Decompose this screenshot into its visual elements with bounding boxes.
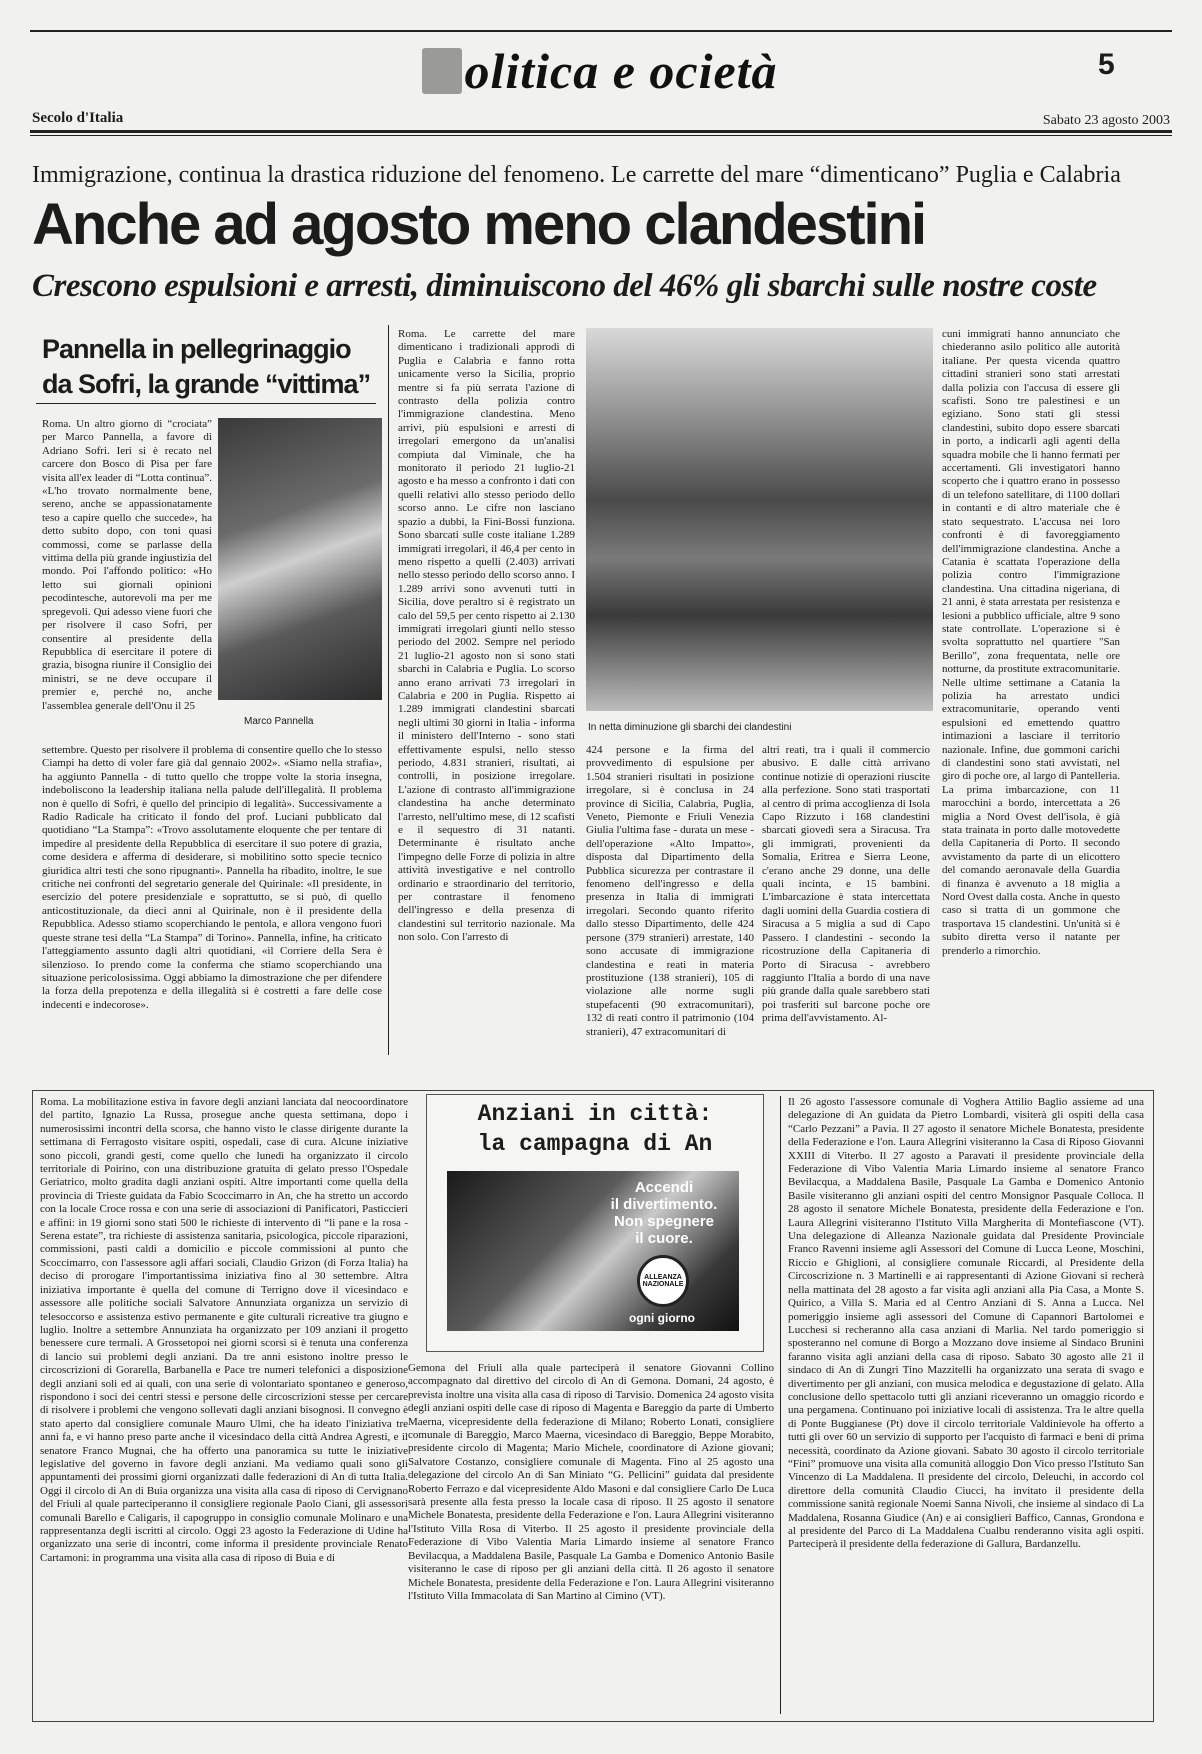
main-story-col3: altri reati, tra i quali il commercio abusivo. E dalle città arrivano continue notizie di operazioni riuscite alla perfezione. Sono stati trasportati al centro di prima accoglienza di Isola Capo Rizzuto i 168 clandestini sbarcati giovedì sera a Siracusa. Tra gli immigrati, provenienti da Somalia, Eritrea e Sierra Leone, c'erano anche 29 donne, una delle quali incinta, e 15 bambini. L'imbarcazione è stata intercettata dagli uomini della Guardia costiera di Siracusa a 5 miglia a sud di Capo Passero. I clandestini - secondo la ricostruzione della Capitaneria di Porto di Siracusa - avrebbero raggiunto l'Italia a bordo di una nave più grande dalla quale sarebbero stati poi trasferiti sul barcone poche ore prima dell'avvistamento. Al- bbox=[762, 744, 930, 1025]
ad-footer: ogni giorno bbox=[629, 1311, 695, 1325]
side-headline-line1: Pannella in pellegrinaggio bbox=[42, 334, 351, 364]
side-story-body-top: Roma. Un altro giorno di “crociata” per Marco Pannella, a favore di Adriano Sofri. Ieri si è recato nel carcere don Bosco di Pisa per fare visita all'ex leader di “Lotta continua”. «L'ho trovato normalmente bene, sereno, anche se appassionatamente teso a capire quello che succede», ha detto subito dopo, con toni quasi commossi, come se parlasse della vittima della più grande ingiustizia del mondo. Poi l'affondo politico: «Ho letto sui giornali opinioni pecodintesche, autorevoli ma per me spregevoli. Qui adesso viene fuori che per risolvere il caso Sofri, per consentire al presidente della Repubblica di esercitare il potere di grazia, bisogna riunire il Consiglio dei ministri, se ne deve occupare il premier e, perché no, anche l'assemblea generale dell'Onu il 25 bbox=[42, 418, 212, 712]
section-title-decor bbox=[422, 48, 462, 94]
issue-date: Sabato 23 agosto 2003 bbox=[1042, 113, 1170, 128]
appointments-center: Gemona del Friuli alla quale parteciperà il senatore Giovanni Collino accompagnato dal direttivo del circolo di An di Gemona. Domani, 24 agosto, è prevista inoltre una visita alla casa di riposo di Tarvisio. Domenica 24 agosto visita degli anziani ospiti delle case di riposo di Magenta e Bareggio da parte di Umberto Maerna, vicepresidente della federazione di Milano; Roberto Lonati, consigliere comunale di Bareggio, Marco Maerna, vicesindaco di Bareggio, Beppe Morabito, presidente circolo di Magenta; Mario Michele, coordinatore di Azione giovani; Salvatore Costanzo, consigliere comunale di Magenta. Fino al 25 agosto una delegazione del circolo An di San Miniato “G. Pellicini” guidata dal presidente Roberto Ferrazo e dal vicepresidente Aldo Masoni e dal consigliere Carlo De Luca sarà presente alla festa presso la locale casa di riposo. Il 25 agosto il senatore Michele Bonatesta, presidente della Federazione e l'on. Laura Allegrini visiteranno l'Istituto Villa Rosa di Viterbo. Il 25 agosto il presidente provinciale della Federazione di Vibo Valentia Maria Limardo insieme al senatore Franco Bevilacqua, a Maddalena Basile, Pasquale La Gamba e Domenico Antonio Basile visiteranno le case di riposo per gli anziani della città. Il 26 agosto il senatore Michele Bonatesta, presidente della Federazione e l'on. Laura Allegrini visiteranno l'Istituto Villa Immacolata di San Martino al Cimino (VT). bbox=[408, 1362, 774, 1602]
boat-photo-caption: In netta diminuzione gli sbarchi dei clandestini bbox=[588, 722, 792, 733]
ad-slogan bbox=[599, 1179, 729, 1247]
an-logo-text: ALLEANZA NAZIONALE bbox=[642, 1274, 684, 1288]
main-subheadline: Crescono espulsioni e arresti, diminuiscono del 46% gli sbarchi sulle nostre coste bbox=[32, 268, 1097, 304]
section-title bbox=[300, 42, 900, 106]
section-title-text: olitica e ocietà bbox=[464, 43, 778, 99]
side-story-body-bottom: settembre. Questo per risolvere il problema di consentire quello che lo stesso Ciampi ha detto di voler fare già dal gennaio 2002». «Siamo nella strafia», ha aggiunto Pannella - di tutto quello che troppe volte la storia insegna, indeboliscono la leadership italiana nella palude dell'illegalità. Il problema non è quello di Sofri, è quello del principio di legalità». Successivamente a Radio Radicale ha criticato il fondo del prof. Luciani pubblicato dal quotidiano “La Stampa”: «Trovo assolutamente eloquente che per tentare di impedire al presidente della Repubblica di esercitare il suo potere di grazia, come desidera e afferma di desiderare, si mobilitino sotto specie tecnico giuridica altri testi che sono ripugnanti». Pannella ha ribadito, inoltre, le sue critiche nei confronti del segretario generale del Quirinale: «Il presidente, in esercizio del potere presidenziale e soprattutto, se si può, di quello anticostituzionale, da dieci anni al Quirinale, non è il presidente della Repubblica. Adesso stiamo scoperchiando le pentola, e allora vengono fuori queste strane tesi della “La Stampa” di Torino». Pannella, infine, ha criticato l'atteggiamento assunto dagli altri quotidiani, «il Corriere della Sera è silenzioso. Io prendo come la conferma che stiamo scoperchiando una situazione pericolosissima. Oggi abbiamo la dimostrazione che per difendere la forza della prepotenza e della illegalità si è costretti a fare delle cose indecenti e indecorose». bbox=[42, 744, 382, 1011]
boat-photo bbox=[586, 328, 933, 711]
newspaper-name: Secolo d'Italia bbox=[32, 110, 124, 126]
ad-slogan-line2: il divertimento. bbox=[610, 1196, 718, 1213]
ad-box bbox=[426, 1094, 764, 1352]
side-headline bbox=[42, 332, 372, 402]
side-headline-line2: da Sofri, la grande “vittima” bbox=[42, 369, 371, 399]
pannella-photo-caption: Marco Pannella bbox=[244, 716, 314, 727]
main-story-col1: Roma. Le carrette del mare dimenticano i tradizionali approdi di Puglia e Calabria e fanno rotta unicamente verso la Sicilia, proprio mentre si fa più serrata l'azione di contrasto della polizia contro l'immigrazione clandestina. Meno arrivi, più espulsioni e arresti di irregolari emergono da un'analisi compiuta dal Viminale, che ha monitorato il periodo 21 luglio-21 agosto e ha messo a confronto i dati con quelli relativi allo stesso periodo dello scorso anno. Le cifre non lasciano spazio a dubbi, la Fini-Bossi funziona. Sono sbarcati sulle coste italiane 1.289 immigrati irregolari, il 46,4 per cento in meno rispetto a quelli (2.403) arrivati nello stesso periodo dello scorso anno. I 1.289 arrivi sono avvenuti tutti in Sicilia, dove peraltro si è registrato un calo del 59,5 per cento rispetto ai 2.130 immigrati irregolari giunti nello stesso periodo del 2002. Sempre nel periodo 21 luglio-21 agosto non si sono stati sbarchi in Calabria e Puglia. Lo scorso anno erano arrivati 73 irregolari in Calabria e 200 in Puglia. Rispetto ai 1.289 immigrati clandestini sbarcati negli ultimi 30 giorni in Italia - informa il ministero dell'Interno - sono stati effettivamente espulsi, nello stesso periodo, 4.831 stranieri, risultati, ai controlli, in posizione irregolare. L'azione di contrasto all'immigrazione clandestina ha anche determinato l'arresto, nell'ultimo mese, di 12 scafisti e il sequestro di 31 natanti. Determinante è risultato anche l'impegno delle Forze di polizia in altre attività investigative e nel controllo ordinario e straordinario del territorio, per contrastare il fenomeno dell'ingresso e della presenza di clandestini sul territorio nazionale. Ma non solo. Con l'arresto di bbox=[398, 328, 575, 944]
main-story-col2: 424 persone e la firma del provvedimento di espulsione per 1.504 stranieri risultati in posizione irregolare, si è conclusa in 24 province di Sicilia, Calabria, Puglia, Veneto, Piemonte e Friuli Venezia Giulia l'ultima fase - durata un mese - dell'operazione «Alto Impatto», disposta dal Dipartimento della Pubblica sicurezza per contrastare il fenomeno dell'ingresso e della presenza in Italia di immigrati irregolari. Secondo quanto riferito dallo stesso Dipartimento, delle 424 persone (379 stranieri) arrestate, 140 sono accusate di immigrazione clandestina e reati in materia prostituzione (138 stranieri), 105 di violazione alle norme sugli stupefacenti (90 extracomunitari), 132 di reati contro il patrimonio (104 stranieri), 47 extracomunitari di bbox=[586, 744, 754, 1038]
main-story-col4: cuni immigrati hanno annunciato che chiederanno asilo politico alle autorità italiane. Per questa vicenda quattro cittadini stranieri sono stati arrestati dalla polizia con l'accusa di essere gli scafisti. Sono tre palestinesi e un egiziano. Sono stati gli stessi clandestini, subito dopo essere sbarcati in porto, a indicarli agli agenti della squadra mobile che li hanno fermati per accertamenti. Gli investigatori hanno scoperto che i quattro erano in possesso di un telefono satellitare, di 1100 dollari in contanti e di altro materiale che è stato sequestrato. L'accusa nei loro confronti è di favoreggiamento dell'immigrazione clandestina. Anche a Catania è scattata l'operazione della polizia contro l'immigrazione clandestina. Una cittadina nigeriana, di 21 anni, è stata arrestata per resistenza e lesioni a pubblico ufficiale, altre 9 sono state controllate. L'operazione si è svolta soprattutto nel quartiere "San Berillo", zona frequentata, nelle ore notturne, da prostitute extracomunitarie. Nelle ultime settimane a Catania la polizia ha arrestato undici extracomunitarie, operando venti espulsioni ed emettendo quattro intimazioni a lasciare il territorio nazionale. Infine, due gommoni carichi di clandestini sono stati avvistati, nel giro di poche ore, al largo di Pantelleria. La prima imbarcazione, con 11 marocchini a bordo, intercettata a 26 miglia a Nord Ovest dell'isola, è già stata trainata in porto dalle motovedette della Capitaneria di Porto. Il secondo avvistamento da parte di un elicottero del comando aeronavale della Guardia di finanza è avvenuto a 18 miglia a Nord Ovest dalla costa. Anche in questo caso si tratta di un gommone che trasportava 15 clandestini. Un'unità si è subito diretta verso il natante per prenderlo a rimorchio. bbox=[942, 328, 1120, 957]
pannella-photo bbox=[218, 418, 382, 700]
ad-image bbox=[447, 1171, 739, 1331]
main-headline: Anche ad agosto meno clandestini bbox=[32, 192, 926, 257]
appointments-right: Il 26 agosto l'assessore comunale di Voghera Attilio Baglio assieme ad una delegazione di An guidata da Pietro Lombardi, visiterà gli ospiti della casa “Carlo Pezzani” a Pavia. Il 27 agosto il senatore Michele Bonatesta, presidente della Federazione e l'on. Laura Allegrini visiteranno la Casa di Riposo Giovanni XXIII di Viterbo. Il 27 agosto a Paravati il presidente provinciale della Federazione di Vibo Valentia Maria Limardo insieme al senatore Franco Bevilacqua, a Maddalena Basile, Pasquale La Gamba e Domenico Antonio Basile visiteranno gli anziani ospiti del centro Monsignor Pasquale Colloca. Il 28 agosto il senatore Michele Bonatesta, presidente della Federazione e l'on. Laura Allegrini visiteranno l'Istituto Villa Margherita di Montefiascone (VT). Una delegazione di Alleanza Nazionale guidata dal Presidente Provinciale Franco Ravenni insieme agli Assessori del Comune di Lucca Leone, Moschini, Riccio e Ghiglioni, al consigliere comunale Riccardi, al Presidente della Circoscrizione n. 3 Martinelli e ai rappresentanti di Azione Giovani si recherà nella mattinata del 28 agosto a far visita agli anziani alla Pia Casa, a Monte S. Quirico, a Villa S. Maria ed al Centro Anziani di S. Anna a Lucca. Nel pomeriggio insieme agli assessori del Comune di Capannori Bartolomei e Lucchesi si recheranno alla casa anziani di Marlia. Nel tardo pomeriggio si sposteranno nel comune di Borgo a Mozzano dove insieme al Sindaco Brunini faranno visita agli anziani della casa di riposo. Sabato 30 agosto alle 21 il sindaco di An di Zungri Tino Mazzitelli ha organizzato una serata di svago e divertimento per gli anziani, con musica melodica e degustazione di gelato. Alla conclusione dello spettacolo tutti gli anziani riceveranno un omaggio ricordo e una pergamena. Continuano poi iniziative locali di assistenza. Tra le altre quella di Ponte Buggianese (Pt) dove il circolo territoriale Valdinievole ha offerto a tutti gli over 60 un servizio di supporto per l'acquisto di farmaci e beni di prima necessità, coordinato da Azione giovani. Sabato 30 agosto il circolo territoriale “Fini” promuove una visita alla comunità alloggio Don Vico presso l'Istituto San Vincenzo di La Maddalena. Il presidente del circolo, Deleuchi, in accordo col direttore della comunità Claudio Ciucci, ha invitato il presidente della commissione sanità regionale Noemi Sanna Nivoli, che insieme al sindaco di La Maddalena, Rosanna Giudice (An) e ai consiglieri Baffico, Cannas, Grondona e al presidente del Parco di La Maddalena Cualbu renderanno visita agli ospiti. Parteciperà il presidente della federazione di Gallura, Bardanzellu. bbox=[788, 1096, 1144, 1551]
story-kicker: Immigrazione, continua la drastica riduzione del fenomeno. Le carrette del mare “dimenticano” Puglia e Calabria bbox=[32, 162, 1121, 188]
ad-title-line2: la campagna di An bbox=[477, 1131, 713, 1157]
ad-slogan-line1: Accendi bbox=[634, 1179, 694, 1196]
an-logo bbox=[637, 1255, 689, 1307]
page-number: 5 bbox=[1098, 48, 1115, 81]
anziani-article-body: Roma. La mobilitazione estiva in favore degli anziani lanciata dal neocoordinatore del partito, Ignazio La Russa, prosegue anche questa settimana, dopo i numerosissimi incontri della scorsa, che hanno visto le classe dirigente durante la settimana di Ferragosto visitare ospiti, ospedali, case di cura. Alcune iniziative sono piccoli, grandi gesti, come quello che lunedì ha organizzato il circolo territoriale di Poirino, con una distribuzione gratuita di gelato presso l'Ospedale Geriatrico, molto gradita dagli anziani ospiti. Altre importanti come quella della provincia di Trieste guidata da Fabio Scoccimarro in An, che ha stretto un accordo con la locale Croce rossa e con una serie di associazioni di Panificatori, Pasticcieri e affini: in 19 giorni sono stati 500 le richieste di intervento di “li pane e la rosa - Serena estate”, tra richieste di assistenza sanitaria, psicologica, piccole riparazioni, commissioni, pasti caldi a domicilio e piccole commissioni al punto che Scoccimarro, con l'assessore agli affari sociali, Claudio Grizon (di Forza Italia) ha deciso di prorogare l'importantissima iniziativa fino al 30 settembre. Altra iniziativa importante è quella del comune di Terrigno dove il vicesindaco e assessore alle politiche sociali Salvatore Annunziata organizza un servizio di telesoccorso e assistenza estivo permanente e gite culturali ricreative tra giugno e luglio. Inoltre a settembre Annunziata ha organizzato per 109 anziani il progetto benessere cure termali. A Grossetopoi nei giorni scorsi si è tenuta una conferenza di lancio sui problemi degli anziani. Da tre anni esistono inoltre presso le circoscrizioni di Gorarella, Barbanella e Pace tre numeri telefonici a disposizione degli anziani soli ed ai quali, con una serie di volontariato spontaneo e generoso, rispondono i soci dei centri stessi e persone delle circoscrizioni stesse per cercare di risolvere i problemi che vengono sollevati dagli anziani bisognosi. Il convegno è stato aperto dal consigliere comunale Mauro Ulmi, che ha ideato l'iniziativa tre anni fa, e vi hanno preso parte anche il vicesindaco della città Andrea Agresti, e il senatore Franco Mugnai, che ha offerto una panoramica su tutte le iniziative legislative del governo in favore degli anziani. Ma vediamo quali sono gli appuntamenti dei prossimi giorni organizzati dalle federazioni di An di tutta Italia. Oggi il circolo di An di Buia organizza una visita alla casa di riposo di Cervignano del Friuli al quale parteciperanno il consigliere regionale Paolo Ciani, gli assessori comunali Barello e Caligaris, il capogruppo in consiglio comunale Molinaro e una rappresentanza degli iscritti al circolo. Oggi 23 agosto la Federazione di Udine ha organizzato una serie di incontri, come informa il presidente provinciale Renato Cartamoni: in programma una visita alla casa di riposo di Buia e di bbox=[40, 1096, 408, 1564]
ad-title bbox=[427, 1095, 763, 1159]
ad-slogan-line3: Non spegnere bbox=[613, 1213, 715, 1230]
ad-slogan-line4: il cuore. bbox=[635, 1230, 693, 1247]
ad-title-line1: Anziani in città: bbox=[477, 1101, 713, 1127]
